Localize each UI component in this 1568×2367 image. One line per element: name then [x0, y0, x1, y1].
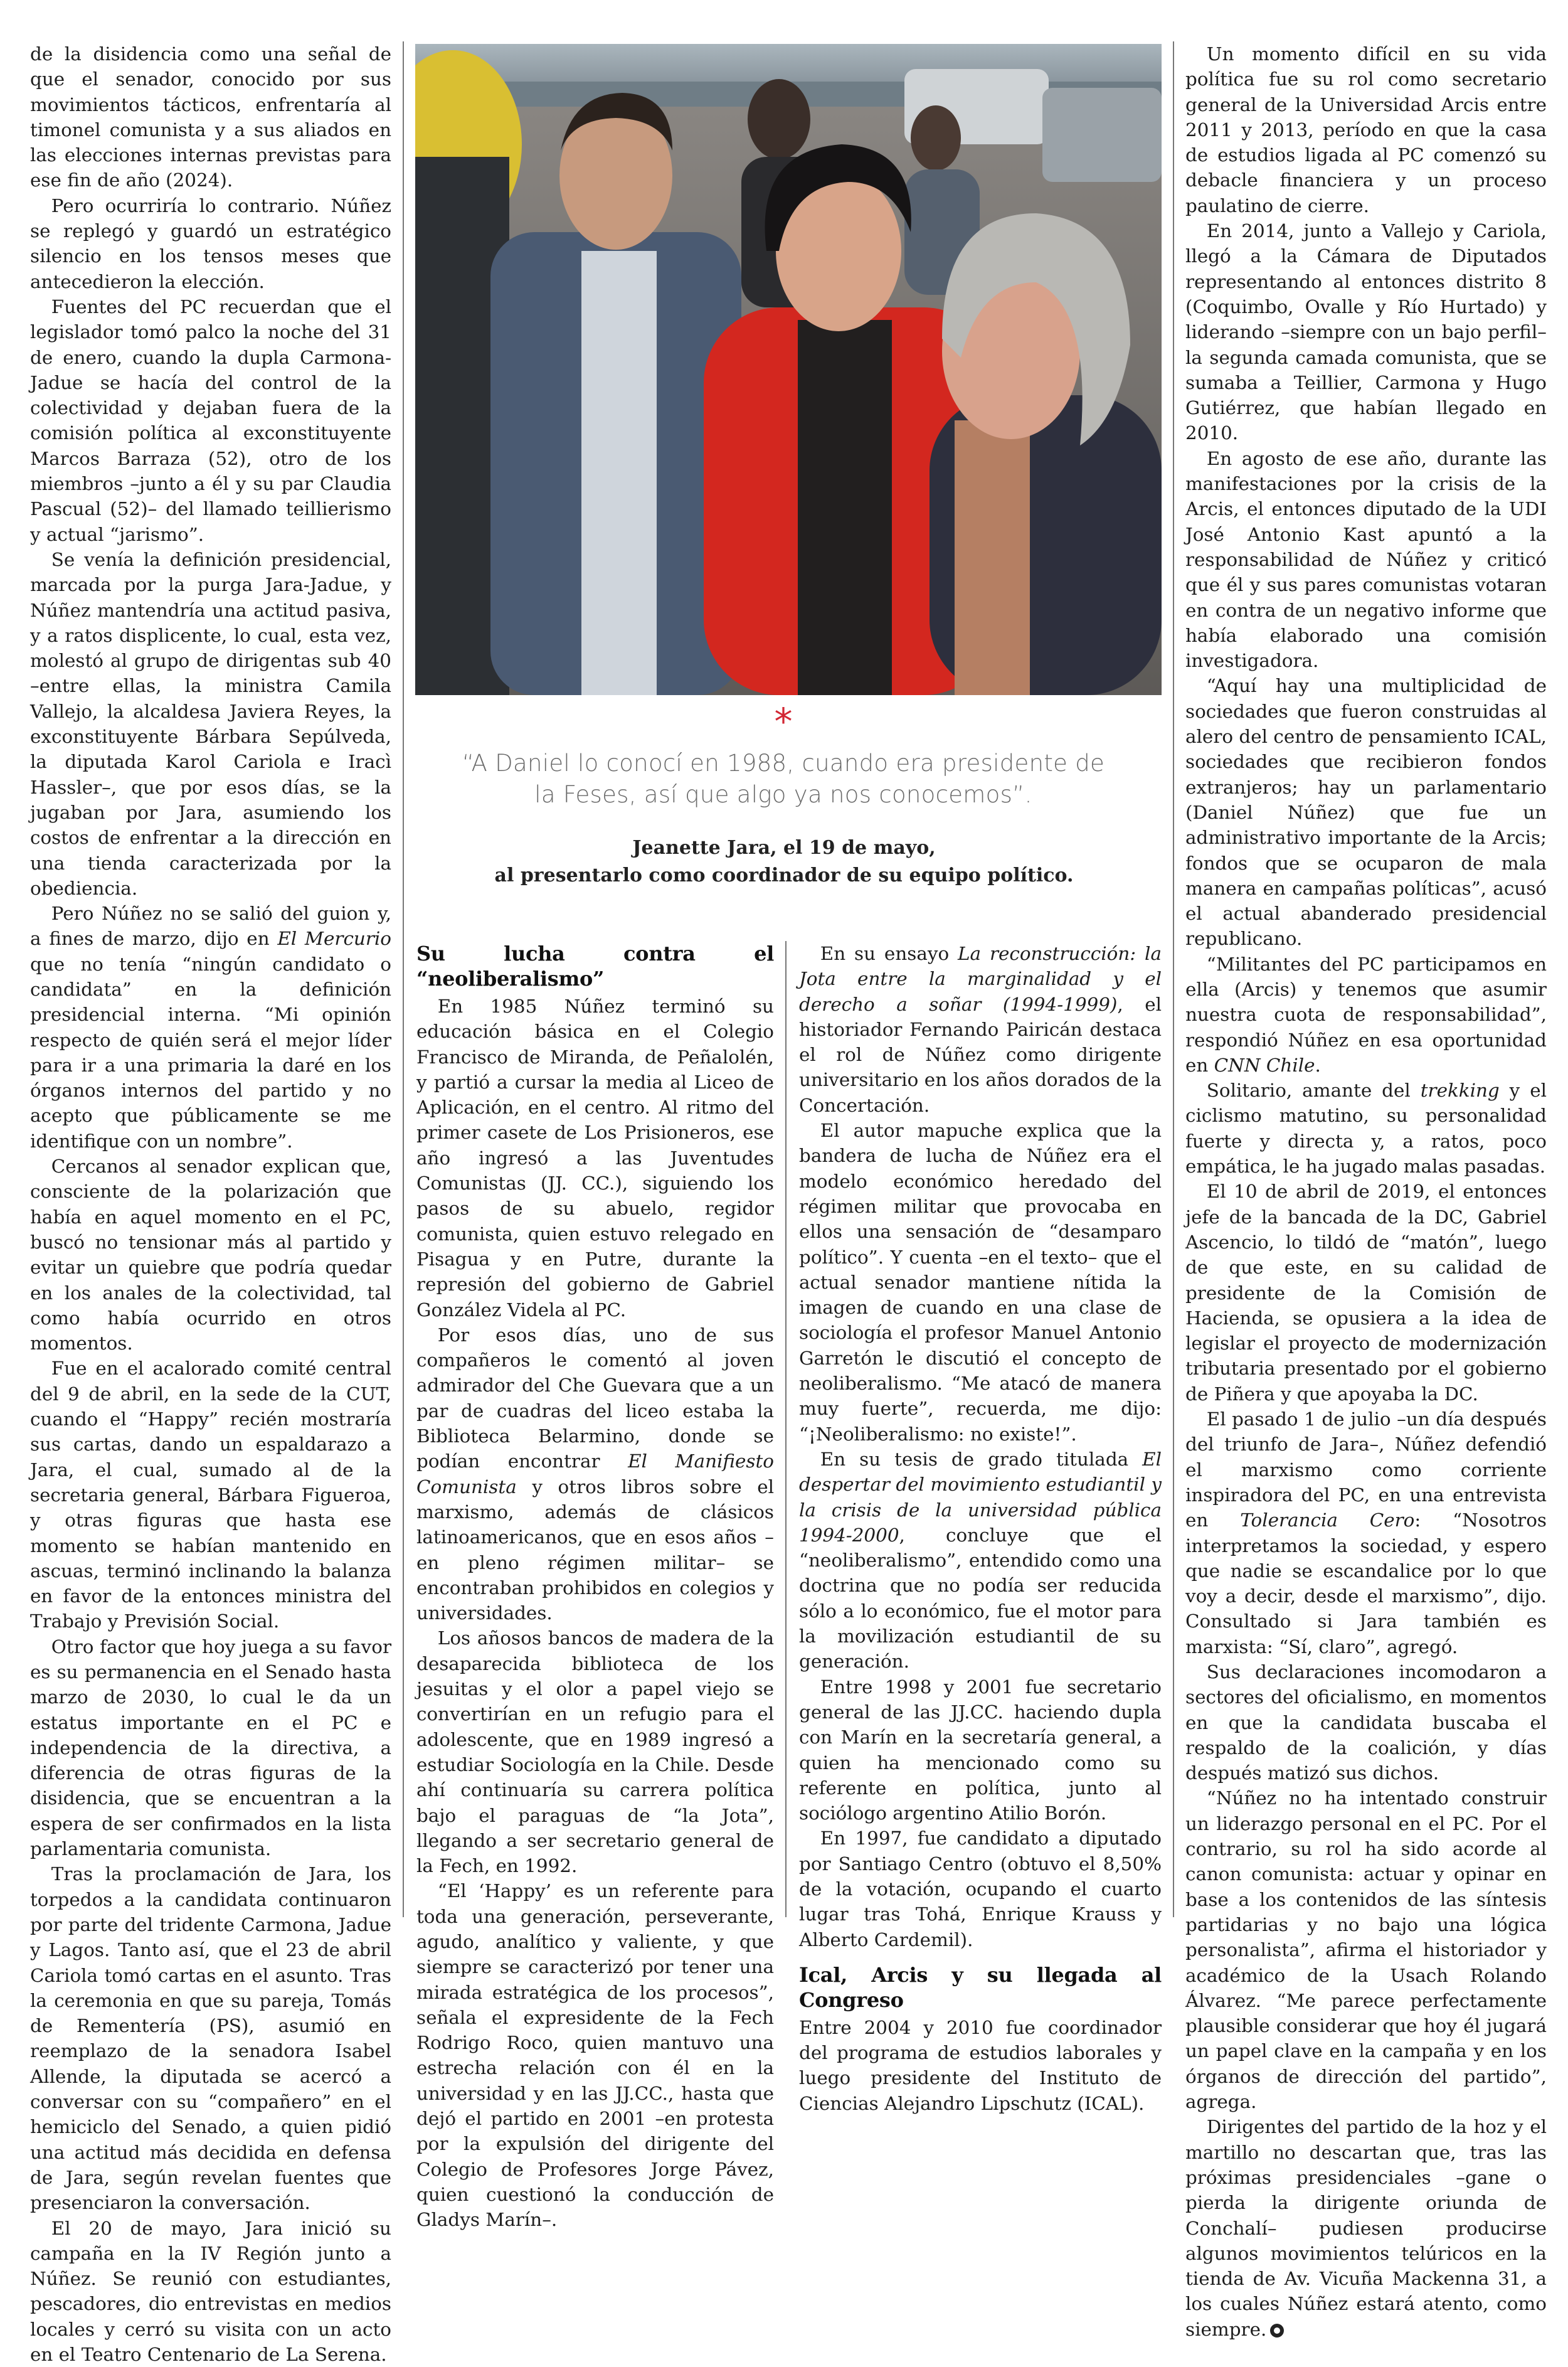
paragraph: Cercanos al senador explican que, consciente de la polarización que había en aquel momento en el PC, buscó no tensionar más al partido y evitar un quiebre que podría quedar en los anales de la colectividad, tal como había ocurrido en otros momentos. [30, 1156, 391, 1354]
column-2 [416, 941, 774, 2233]
paragraph: “Militantes del PC participamos en ella (Arcis) y tenemos que asumir nuestra cuota de responsabilidad”, respondió Núñez en esa oportunidad en CNN Chile. [1185, 953, 1547, 1076]
italic-title: El Manifiesto Comunista [416, 1450, 774, 1497]
italic-title: La reconstrucción: la Jota entre la marginalidad y el derecho a soñar (1994-1999) [799, 943, 1162, 1015]
asterisk-ornament: * [774, 700, 793, 743]
paragraph: El 10 de abril de 2019, el entonces jefe de la bancada de la DC, Gabriel Ascencio, lo tildó de “matón”, luego de que este, en su calidad de presidente de la Comisión de Hacienda, se opusiera a la idea de legislar el proyecto de modernización tributaria presentado por el gobierno de Piñera y que apoyaba la DC. [1185, 1181, 1547, 1405]
column-2-body [416, 994, 774, 2233]
paragraph: Tras la proclamación de Jara, los torpedos a la candidata continuaron por parte del tridente Carmona, Jadue y Lagos. Tanto así, que el 23 de abril Cariola tomó cartas en el asunto. Tras la ceremonia en que su pareja, Tomás de Rementería (PS), asumió en reemplazo de la senadora Isabel Allende, la diputada se acercó a conversar con su “compañero” en el hemiciclo del Senado, a quien pidió una actitud más decidida en defensa de Jara, según revelan fuentes que presenciaron la conversación. [30, 1863, 391, 2214]
attribution-line-1: Jeanette Jara, el 19 de mayo, [632, 837, 936, 859]
paragraph: Entre 1998 y 2001 fue secretario general de las JJ.CC. haciendo dupla con Marín en la secretaría general, a quien ha mencionado como su referente en política, junto al sociólogo argentino Atilio Borón. [799, 1676, 1162, 1824]
paragraph: Dirigentes del partido de la hoz y el martillo no descartan que, tras las próximas presidenciales –gane o pierda la dirigente oriunda de Conchalí– pudiesen producirse algunos movimientos telúricos en la tienda de Av. Vicuña Mackenna 31, a los cuales Núñez estará atento, como siempre. [1185, 2116, 1547, 2340]
column-4 [1185, 41, 1547, 2342]
paragraph: Entre 2004 y 2010 fue coordinador del programa de estudios laborales y luego presidente del Instituto de Ciencias Alejandro Lipschutz (ICAL). [799, 2016, 1162, 2114]
paragraph: Pero Núñez no se salió del guion y, a fines de marzo, dijo en El Mercurio que no tenía “ningún candidato o candidata” en la definición presidencial interna. “Mi opinión respecto de quién será el mejor líder para ir a una primaria la daré en los órganos internos del partido y no acepto que públicamente se me identifique con un nombre”. [30, 903, 391, 1152]
paragraph: Los añosos bancos de madera de la desaparecida biblioteca de los jesuitas y el olor a papel viejo se convertirían en un refugio para el adolescente, que en 1989 ingresó a estudiar Sociología en la Chile. Desde ahí continuaría su carrera política bajo el paraguas de “la Jota”, llegando a ser secretario general de la Fech, en 1992. [416, 1627, 774, 1877]
italic-title: El despertar del movimiento estudiantil y la crisis de la universidad pública 1994-2000 [799, 1448, 1162, 1546]
end-of-article-icon [1270, 2324, 1284, 2338]
paragraph: El pasado 1 de julio –un día después del triunfo de Jara–, Núñez defendió el marxismo como corriente inspiradora del PC, en una entrevista en Tolerancia Cero: “Nosotros interpretamos la sociedad, y espero que nadie se escandalice por lo que voy a decir, desde el marxismo”, dijo. Consultado si Jara también es marxista: “Sí, claro”, agregó. [1185, 1408, 1547, 1657]
column-3-body-b [799, 2015, 1162, 2116]
column-1 [30, 41, 391, 2367]
italic-title: trekking [1420, 1080, 1500, 1102]
news-photo [415, 44, 1162, 695]
paragraph: En su tesis de grado titulada El despertar del movimiento estudiantil y la crisis de la universidad pública 1994-2000, concluye que el “neoliberalismo”, entendido como una doctrina que no podía ser reducida sólo a lo económico, fue el motor para la movilización estudiantil de su generación. [799, 1448, 1162, 1673]
paragraph: Otro factor que hoy juega a su favor es su permanencia en el Senado hasta marzo de 2030, lo cual le da un estatus importante en el PC e independencia de la directiva, a diferencia de otras figuras de la disidencia, que se encuentran a la espera de ser confirmados en la lista parlamentaria comunista. [30, 1636, 391, 1860]
paragraph: Fue en el acalorado comité central del 9 de abril, en la sede de la CUT, cuando el “Happy” recién mostraría sus cartas, dando un espaldarazo a Jara, el cual, sumado al de la secretaria general, Bárbara Figueroa, y otras figuras que hasta ese momento se habían mantenido en ascuas, terminó inclinando la balanza en favor de la entonces ministra del Trabajo y Previsión Social. [30, 1358, 391, 1632]
paragraph: “El ‘Happy’ es un referente para toda una generación, perseverante, agudo, analítico y valiente, y que siempre se caracterizó por tener una mirada estratégica de los procesos”, señala el expresidente de la Fech Rodrigo Roco, quien mantuvo una estrecha relación con él en la universidad y en las JJ.CC., hasta que dejó el partido en 2001 –en protesta por la expulsión del dirigente del Colegio de Profesores Jorge Pávez, quien cuestionó la conducción de Gladys Marín–. [416, 1880, 774, 2231]
paragraph: En agosto de ese año, durante las manifestaciones por la crisis de la Arcis, el entonces diputado de la UDI José Antonio Kast apuntó a la responsabilidad de Núñez y criticó que él y sus pares comunistas votaran en contra de un negativo informe que había elaborado una comisión investigadora. [1185, 447, 1547, 672]
paragraph: Por esos días, uno de sus compañeros le comentó al joven admirador del Che Guevara que a un par de cuadras del liceo estaba la Biblioteca Belarmino, donde se podían encontrar El Manifiesto Comunista y otros libros sobre el marxismo, además de clásicos latinoamericanos, que en esos años –en pleno régimen militar– se encontraban prohibidos en colegios y universidades. [416, 1324, 774, 1624]
paragraph: “Aquí hay una multiplicidad de sociedades que fueron construidas al alero del centro de pensamiento ICAL, sociedades que recibieron fondos extranjeros; hay un parlamentario (Daniel Núñez) que fue un administrativo importante de la Arcis; fondos que se ocuparon de mala manera en campañas políticas”, acusó el actual abanderado presidencial republicano. [1185, 675, 1547, 950]
paragraph: Pero ocurriría lo contrario. Núñez se replegó y guardó un estratégico silencio en los tensos meses que antecedieron la elección. [30, 194, 391, 292]
paragraph: En 1985 Núñez terminó su educación básica en el Colegio Francisco de Miranda, de Peñalolén, y partió a cursar la media al Liceo de Aplicación, en el centro. Al ritmo del primer casete de Los Prisioneros, ese año ingresó a las Juventudes Comunistas (JJ. CC.), siguiendo los pasos de su abuelo, regidor comunista, quien estuvo relegado en Pisagua y en Putre, durante la represión del gobierno de Gabriel González Videla al PC. [416, 996, 774, 1321]
italic-title: El Mercurio [277, 928, 391, 950]
column-3-body [799, 941, 1162, 1952]
paragraph: Sus declaraciones incomodaron a sectores del oficialismo, en momentos en que la candidata buscaba el respaldo de la coalición, y días después matizó sus dichos. [1185, 1661, 1547, 1784]
italic-title: Tolerancia Cero [1240, 1509, 1415, 1531]
paragraph: El autor mapuche explica que la bandera de lucha de Núñez era el modelo económico heredado del régimen militar que provocaba en ellos una sensación de “desamparo político”. Y cuenta –en el texto– que el actual senador mantiene nítida la imagen de cuando en una clase de sociología el profesor Manuel Antonio Garretón le discutió el concepto de neoliberalismo. “Me atacó de manera muy fuerte”, recuerda, me dijo: “¡Neoliberalismo: no existe!”. [799, 1120, 1162, 1445]
paragraph: Solitario, amante del trekking y el ciclismo matutino, su personalidad fuerte y directa y, a ratos, poco empática, le ha jugado malas pasadas. [1185, 1080, 1547, 1178]
paragraph: Fuentes del PC recuerdan que el legislador tomó palco la noche del 31 de enero, cuando la dupla Carmona-Jadue se hacía del control de la colectividad y dejaban fuera de la comisión política al exconstituyente Marcos Barraza (52), otro de los miembros –junto a él y su par Claudia Pascual (52)– del llamado teillierismo y actual “jarismo”. [30, 295, 391, 545]
column-rule-2 [785, 941, 787, 1917]
paragraph: “Núñez no ha intentado construir un liderazgo personal en el PC. Por el contrario, su rol ha sido acorde al canon comunista: actuar y opinar en base a los contenidos de las síntesis partidarias y no bajo una lógica personalista”, afirma el historiador y académico de la Usach Rolando Álvarez. “Me parece perfectamente plausible considerar que hoy él jugará un papel clave en la campaña y en los órganos de dirección del partido”, agrega. [1185, 1787, 1547, 2113]
column-rule-1 [403, 41, 404, 1917]
quote-attribution [477, 834, 1091, 890]
paragraph: Un momento difícil en su vida política fue su rol como secretario general de la Universidad Arcis entre 2011 y 2013, período en que la casa de estudios ligada al PC comenzó su debacle financiera y un proceso paulatino de cierre. [1185, 43, 1547, 216]
column-rule-3 [1173, 41, 1174, 1917]
paragraph: En 1997, fue candidato a diputado por Santiago Centro (obtuvo el 8,50% de la votación, ocupando el cuarto lugar tras Tohá, Enrique Krauss y Alberto Cardemil). [799, 1827, 1162, 1950]
italic-title: CNN Chile [1214, 1054, 1315, 1076]
attribution-line-2: al presentarlo como coordinador de su equipo político. [494, 864, 1074, 886]
paragraph: Se venía la definición presidencial, marcada por la purga Jara-Jadue, y Núñez mantendría una actitud pasiva, y a ratos displicente, lo cual, esta vez, molestó al grupo de dirigentas sub 40 –entre ellas, la ministra Camila Vallejo, la alcaldesa Javiera Reyes, la exconstituyente Bárbara Sepúlveda, la diputada Karol Cariola e Iracì Hassler–, que por esos días, se la jugaban por Jara, asumiendo los costos de enfrentar a la dirección en una tienda caracterizada por la obediencia. [30, 548, 391, 899]
section-heading-ical-arcis: Ical, Arcis y su llegada al Congreso [799, 1962, 1162, 2012]
column-3 [799, 941, 1162, 2116]
section-heading-neoliberalismo: Su lucha contra el “neoliberalismo” [416, 942, 774, 991]
pull-quote: “A Daniel lo conocí en 1988, cuando era presidente de la Feses, así que algo ya nos conocemos”. [462, 750, 1105, 808]
paragraph: En 2014, junto a Vallejo y Cariola, llegó a la Cámara de Diputados representando al entonces distrito 8 (Coquimbo, Ovalle y Río Hurtado) y liderando –siempre con un bajo perfil– la segunda camada comunista, que se sumaba a Teillier, Carmona y Hugo Gutiérrez, que habían llegado en 2010. [1185, 220, 1547, 444]
paragraph: En su ensayo La reconstrucción: la Jota entre la marginalidad y el derecho a soñar (1994-1999), el historiador Fernando Pairicán destaca el rol de Núñez como dirigente universitario en los años dorados de la Concertación. [799, 943, 1162, 1116]
paragraph: de la disidencia como una señal de que el senador, conocido por sus movimientos tácticos, enfrentaría al timonel comunista y a sus aliados en las elecciones internas previstas para ese fin de año (2024). [30, 43, 391, 191]
paragraph: El 20 de mayo, Jara inició su campaña en la IV Región junto a Núñez. Se reunió con estudiantes, pescadores, dio entrevistas en medios locales y cerró su visita con un acto en el Teatro Centenario de La Serena. [30, 2217, 391, 2366]
